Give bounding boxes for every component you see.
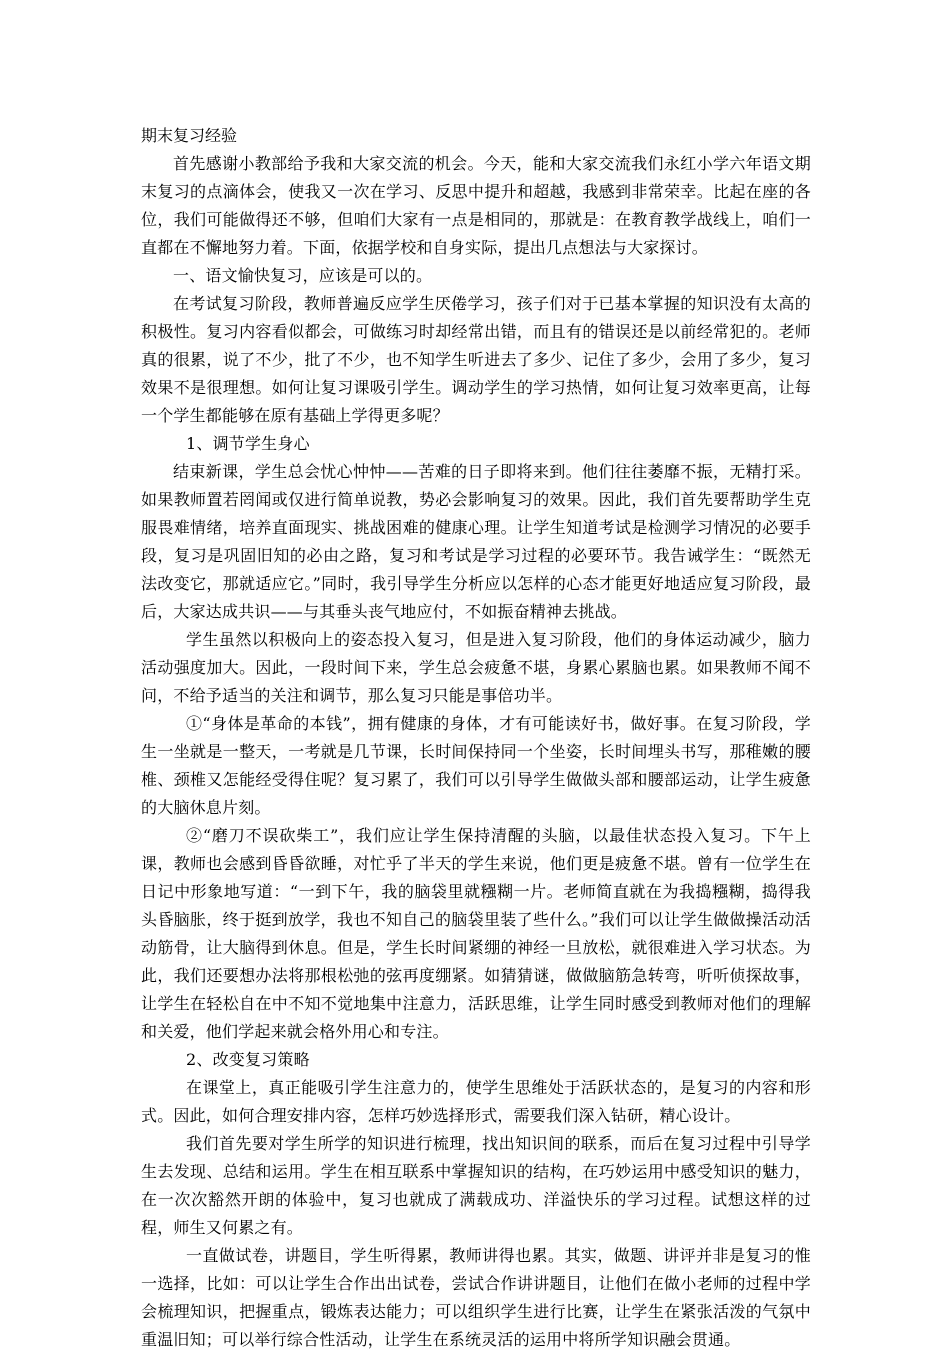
- paragraph-end-new-lessons: 结束新课，学生总会忧心忡忡——苦难的日子即将来到。他们往往萎靡不振，无精打采。如果教师置若罔闻或仅进行简单说教，势必会影响复习的效果。因此，我们首先要帮助学生克服畏难情绪，培养直面现实、挑战困难的健康心理。让学生知道考试是检测学习情况的必要手段，复习是巩固旧知的必由之路，复习和考试是学习过程的必要环节。我告诫学生：“既然无法改变它，那就适应它。”同时，我引导学生分析应以怎样的心态才能更好地适应复习阶段，最后，大家达成共识——与其垂头丧气地应付，不如振奋精神去挑战。: [141, 462, 811, 621]
- paragraph-exam-papers: 一直做试卷，讲题目，学生听得累，教师讲得也累。其实，做题、讲评并非是复习的惟一选择，比如：可以让学生合作出出试卷，尝试合作讲讲题目，让他们在做小老师的过程中学会梳理知识，把握重点，锻炼表达能力；可以组织学生进行比赛，让学生在紧张活泼的气氛中重温旧知；可以举行综合性活动，让学生在系统灵活的运用中将所学知识融会贯通。: [141, 1246, 811, 1349]
- paragraph-physical-fatigue: 学生虽然以积极向上的姿态投入复习，但是进入复习阶段，他们的身体运动减少，脑力活动强度加大。因此，一段时间下来，学生总会疲惫不堪，身累心累脑也累。如果教师不闻不问，不给予适当的关注和调节，那么复习只能是事倍功半。: [141, 630, 811, 705]
- paragraph-point-2: ②“磨刀不误砍柴工”，我们应让学生保持清醒的头脑，以最佳状态投入复习。下午上课，教师也会感到昏昏欲睡，对忙乎了半天的学生来说，他们更是疲惫不堪。曾有一位学生在日记中形象地写道：“一到下午，我的脑袋里就糨糊一片。老师简直就在为我捣糨糊，捣得我头昏脑胀，终于挺到放学，我也不知自己的脑袋里装了些什么。”我们可以让学生做做操活动活动筋骨，让大脑得到休息。但是，学生长时间紧绷的神经一旦放松，就很难进入学习状态。为此，我们还要想办法将那根松弛的弦再度绷紧。如猜猜谜，做做脑筋急转弯，听听侦探故事，让学生在轻松自在中不知不觉地集中注意力，活跃思维，让学生同时感受到教师对他们的理解和关爱，他们学起来就会格外用心和专注。: [141, 826, 811, 1041]
- paragraph-knowledge-sorting: 我们首先要对学生所学的知识进行梳理，找出知识间的联系，而后在复习过程中引导学生去发现、总结和运用。学生在相互联系中掌握知识的结构，在巧妙运用中感受知识的魅力，在一次次豁然开朗的体验中，复习也就成了满载成功、洋溢快乐的学习过程。试想这样的过程，师生又何累之有。: [141, 1134, 811, 1237]
- paragraph-intro: 首先感谢小教部给予我和大家交流的机会。今天，能和大家交流我们永红小学六年语文期末复习的点滴体会，使我又一次在学习、反思中提升和超越，我感到非常荣幸。比起在座的各位，我们可能做得还不够，但咱们大家有一点是相同的，那就是：在教育教学战线上，咱们一直都在不懈地努力着。下面，依据学校和自身实际，提出几点想法与大家探讨。: [141, 154, 811, 257]
- paragraph-point-1: ①“身体是革命的本钱”，拥有健康的身体，才有可能读好书，做好事。在复习阶段，学生一坐就是一整天，一考就是几节课，长时间保持同一个坐姿，长时间埋头书写，那稚嫩的腰椎、颈椎又怎能经受得住呢？复习累了，我们可以引导学生做做头部和腰部运动，让学生疲惫的大脑休息片刻。: [141, 714, 811, 817]
- subheading-adjust-body-mind: 1、调节学生身心: [186, 434, 310, 453]
- section-heading-1: 一、语文愉快复习，应该是可以的。: [173, 266, 433, 285]
- document-title: 期末复习经验: [141, 126, 238, 145]
- paragraph-classroom: 在课堂上，真正能吸引学生注意力的，使学生思维处于活跃状态的，是复习的内容和形式。因此，如何合理安排内容，怎样巧妙选择形式，需要我们深入钻研，精心设计。: [141, 1078, 811, 1125]
- subheading-change-strategy: 2、改变复习策略: [186, 1050, 310, 1069]
- paragraph-exam-review: 在考试复习阶段，教师普遍反应学生厌倦学习，孩子们对于已基本掌握的知识没有太高的积极性。复习内容看似都会，可做练习时却经常出错，而且有的错误还是以前经常犯的。老师真的很累，说了不少，批了不少，也不知学生听进去了多少、记住了多少，会用了多少，复习效果不是很理想。如何让复习课吸引学生。调动学生的学习热情，如何让复习效率更高，让每一个学生都能够在原有基础上学得更多呢？: [141, 294, 811, 425]
- document-page: [141, 122, 811, 1354]
